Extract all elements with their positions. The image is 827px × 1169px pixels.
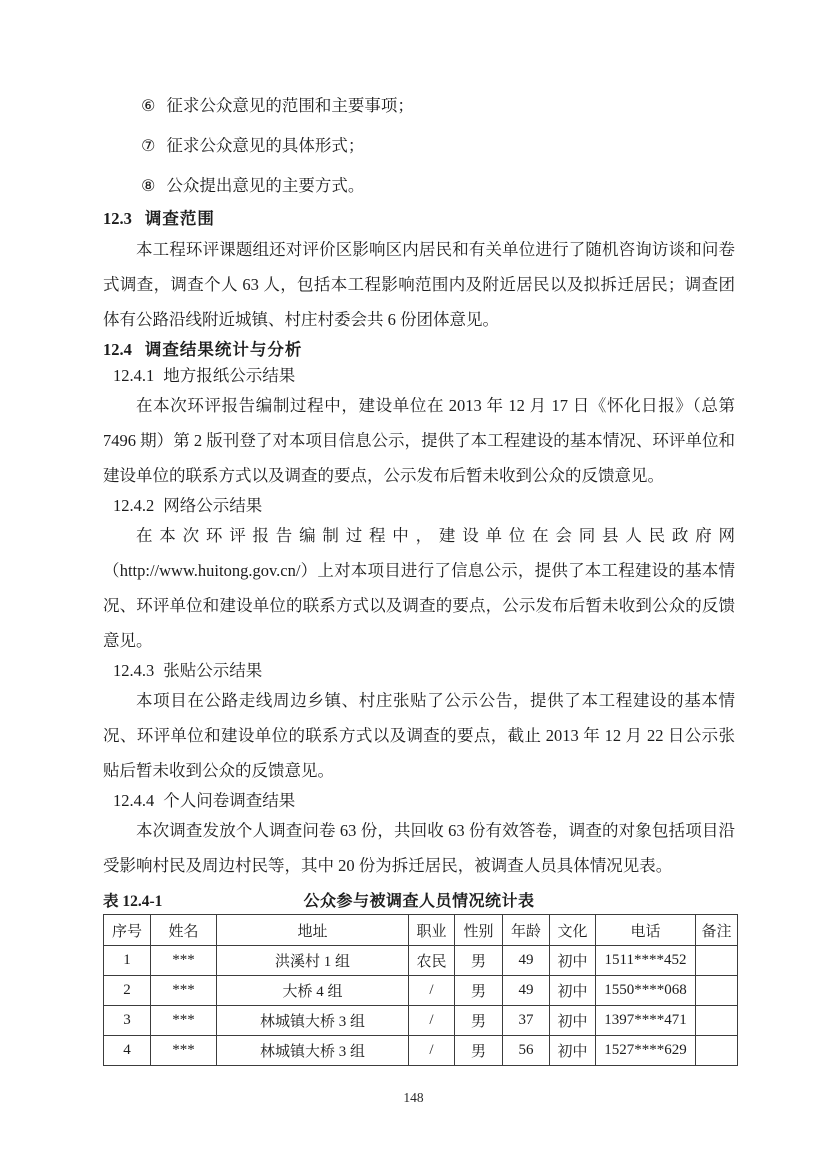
cell-address: 林城镇大桥 3 组: [217, 1006, 409, 1036]
cell-gender: 男: [455, 976, 503, 1006]
table-row: [104, 976, 738, 1006]
section-heading-12-4-4: [103, 788, 735, 813]
page-number: 148: [403, 1090, 424, 1105]
header-cell-education: 文化: [550, 915, 596, 946]
cell-remarks: [696, 1036, 738, 1066]
header-cell-phone: 电话: [596, 915, 696, 946]
cell-name: ***: [151, 946, 217, 976]
cell-address: 洪溪村 1 组: [217, 946, 409, 976]
section-number: 12.4: [103, 340, 132, 359]
table-header-row: [104, 915, 738, 946]
cell-education: 初中: [550, 1036, 596, 1066]
section-title: 网络公示结果: [163, 496, 263, 515]
header-cell-age: 年龄: [503, 915, 550, 946]
list-item-7: [141, 126, 735, 166]
cell-age: 49: [503, 946, 550, 976]
cell-address: 大桥 4 组: [217, 976, 409, 1006]
circled-7-marker: ⑦: [141, 136, 156, 155]
section-title: 调查结果统计与分析: [144, 341, 303, 359]
section-title: 调查范围: [144, 210, 215, 228]
section-paragraph-12-3: 本工程环评课题组还对评价区影响区内居民和有关单位进行了随机咨询访谈和问卷式调查，调查个人 63 人，包括本工程影响范围内及附近居民以及拟拆迁居民；调查团体有公路沿线附近城镇、村庄村委会共 6 份团体意见。: [103, 240, 735, 329]
section-title: 个人问卷调查结果: [163, 791, 296, 810]
circled-number-list: [103, 86, 735, 206]
cell-remarks: [696, 1006, 738, 1036]
cell-address: 林城镇大桥 3 组: [217, 1036, 409, 1066]
table-caption: [103, 889, 735, 914]
table-title: 公众参与被调查人员情况统计表: [303, 893, 535, 910]
section-paragraph-12-4-1: 在本次环评报告编制过程中，建设单位在 2013 年 12 月 17 日《怀化日报》（总第 7496 期）第 2 版刊登了对本项目信息公示，提供了本工程建设的基本情况、环评单位和建设单位的联系方式以及调查的要点，公示发布后暂未收到公众的反馈意见。: [103, 396, 735, 485]
circled-6-marker: ⑥: [141, 96, 156, 115]
section-heading-12-4-1: [103, 363, 735, 388]
cell-phone: 1550****068: [596, 976, 696, 1006]
cell-occupation: /: [409, 1036, 455, 1066]
cell-education: 初中: [550, 976, 596, 1006]
list-item-6: [141, 86, 735, 126]
cell-gender: 男: [455, 1036, 503, 1066]
cell-name: ***: [151, 976, 217, 1006]
cell-phone: 1511****452: [596, 946, 696, 976]
section-paragraph-12-4-3: 本项目在公路走线周边乡镇、村庄张贴了公示公告，提供了本工程建设的基本情况、环评单位和建设单位的联系方式以及调查的要点，截止 2013 年 12 月 22 日公示张贴后暂未收到公众的反馈意见。: [103, 691, 735, 780]
cell-phone: 1527****629: [596, 1036, 696, 1066]
table-row: [104, 1036, 738, 1066]
header-cell-gender: 性别: [455, 915, 503, 946]
cell-age: 37: [503, 1006, 550, 1036]
cell-occupation: /: [409, 1006, 455, 1036]
cell-gender: 男: [455, 1006, 503, 1036]
cell-age: 56: [503, 1036, 550, 1066]
cell-occupation: 农民: [409, 946, 455, 976]
table-label: 表 12.4-1: [103, 893, 163, 910]
table-row: [104, 1006, 738, 1036]
cell-index: 3: [104, 1006, 151, 1036]
section-heading-12-3: [103, 206, 735, 232]
survey-table: [103, 914, 738, 1066]
section-title: 张贴公示结果: [163, 661, 263, 680]
section-heading-12-4: [103, 337, 735, 363]
list-item-7-text: 征求公众意见的具体形式；: [166, 136, 365, 155]
section-paragraph-12-4-4: 本次调查发放个人调查问卷 63 份，共回收 63 份有效答卷，调查的对象包括项目沿受影响村民及周边村民等，其中 20 份为拆迁居民，被调查人员具体情况见表。: [103, 821, 735, 875]
cell-name: ***: [151, 1006, 217, 1036]
cell-age: 49: [503, 976, 550, 1006]
section-heading-12-4-3: [103, 658, 735, 683]
section-number: 12.4.2: [113, 496, 155, 515]
header-cell-index: 序号: [104, 915, 151, 946]
cell-phone: 1397****471: [596, 1006, 696, 1036]
header-cell-address: 地址: [217, 915, 409, 946]
cell-index: 1: [104, 946, 151, 976]
cell-education: 初中: [550, 1006, 596, 1036]
section-number: 12.4.1: [113, 366, 155, 385]
list-item-8: [141, 166, 735, 206]
section-number: 12.4.3: [113, 661, 155, 680]
cell-occupation: /: [409, 976, 455, 1006]
cell-index: 4: [104, 1036, 151, 1066]
section-paragraph-12-4-2: 在本次环评报告编制过程中，建设单位在会同县人民政府网（http://www.huitong.gov.cn/）上对本项目进行了信息公示，提供了本工程建设的基本情况、环评单位和建设单位的联系方式以及调查的要点，公示发布后暂未收到公众的反馈意见。: [103, 526, 735, 650]
section-heading-12-4-2: [103, 493, 735, 518]
cell-index: 2: [104, 976, 151, 1006]
section-number: 12.4.4: [113, 791, 155, 810]
header-cell-occupation: 职业: [409, 915, 455, 946]
section-number: 12.3: [103, 209, 132, 228]
section-title: 地方报纸公示结果: [163, 366, 296, 385]
list-item-8-text: 公众提出意见的主要方式。: [166, 176, 365, 195]
cell-name: ***: [151, 1036, 217, 1066]
cell-remarks: [696, 976, 738, 1006]
cell-education: 初中: [550, 946, 596, 976]
header-cell-name: 姓名: [151, 915, 217, 946]
list-item-6-text: 征求公众意见的范围和主要事项；: [166, 96, 414, 115]
cell-gender: 男: [455, 946, 503, 976]
table-row: [104, 946, 738, 976]
circled-8-marker: ⑧: [141, 176, 156, 195]
cell-remarks: [696, 946, 738, 976]
header-cell-remarks: 备注: [696, 915, 738, 946]
